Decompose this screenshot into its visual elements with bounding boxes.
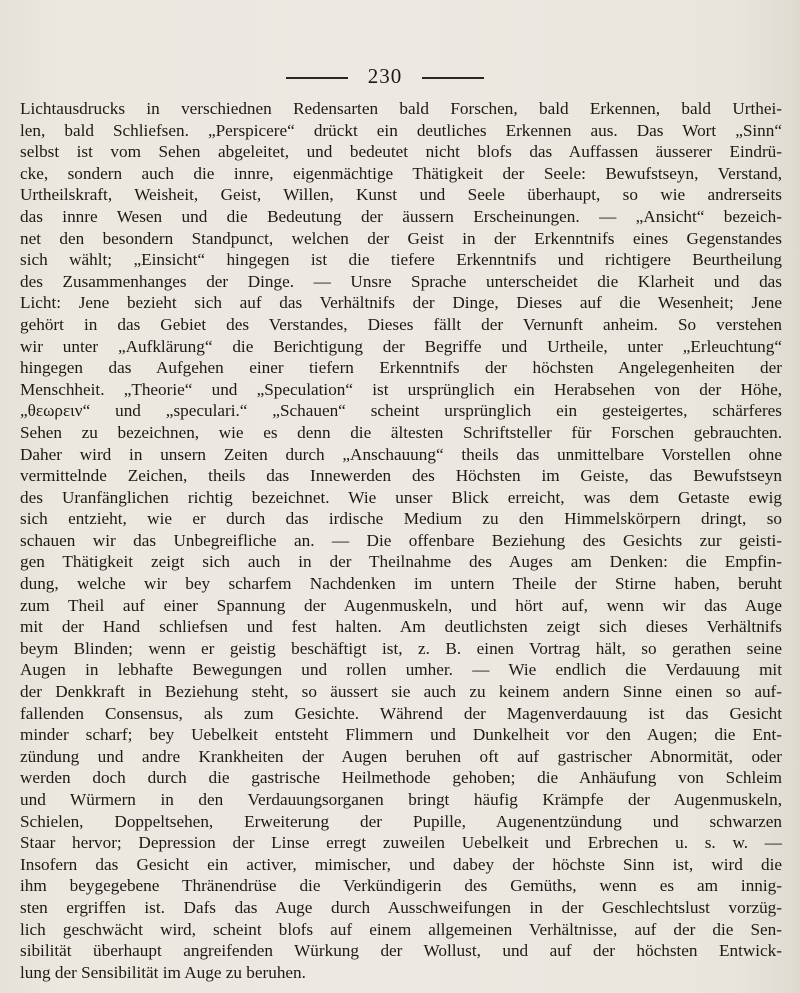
text-line: der Denkkraft in Beziehung steht, so äussert sie auch zu keinem andern Sinne einen so auf- [20,682,782,702]
text-line: Menschheit. „Theorie“ und „Speculation“ ist ursprünglich ein Herabsehen von der Höhe, [20,379,782,399]
page-number: 230 [367,64,403,88]
text-line: sibilität überhaupt angreifenden Würkung der Wollust, und auf der höchsten Entwick- [20,941,782,961]
text-line: dung, welche wir bey scharfem Nachdenken im untern Theile der Stirne haben, beruht [20,574,782,594]
text-line: des Uranfänglichen richtig bezeichnet. Wie unser Blick erreicht, was dem Getaste ewig [20,487,782,507]
text-line: sich wählt; „Einsicht“ hingegen ist die tiefere Erkenntnifs und richtigere Beurtheilung [20,250,782,270]
text-line: gehört in das Gebiet des Verstandes, Dieses fällt der Vernunft anheim. So verstehen [20,314,782,334]
text-line: Sehen zu bezeichnen, wie es denn die ältesten Schriftsteller für Forschen gebrauchten. [20,422,782,442]
text-line: und Würmern in den Verdauungsorganen bringt häufig Krämpfe der Augenmuskeln, [20,790,782,809]
text-line: Insofern das Gesicht ein activer, mimischer, und dabey der höchste Sinn ist, wird die [20,854,782,874]
text-line: beym Blinden; wenn er geistig beschäftigt ist, z. B. einen Vortrag hält, so gerathen seine [20,638,782,658]
text-line: des Zusammenhanges der Dinge. — Unsre Sprache unterscheidet die Klarheit und das [20,271,782,291]
text-line: mit der Hand schliefsen und fest halten. Am deutlichsten zeigt sich dieses Verhältnifs [20,617,782,637]
text-line: len, bald Schliefsen. „Perspicere“ drückt ein deutliches Erkennen aus. Das Wort „Sinn“ [20,120,782,140]
text-line: schauen wir das Unbegreifliche an. — Die offenbare Beziehung des Gesichts zur geisti- [20,530,782,550]
text-line: sich entzieht, wie er durch das irdische Medium zu den Himmelskörpern dringt, so [20,509,782,529]
text-line: wir unter „Aufklärung“ die Berichtigung der Begriffe und Urtheile, unter „Erleuchtung“ [20,336,782,356]
text-line: zum Theil auf einer Spannung der Augenmuskeln, und hört auf, wenn wir das Auge [20,595,782,615]
text-line: sten ergriffen ist. Dafs das Auge durch Ausschweifungen in der Geschlechtslust vorzüg- [20,897,782,917]
header-rule-left [286,77,348,79]
text-line: Augen in lebhafte Bewegungen und rollen umher. — Wie endlich die Verdauung mit [20,660,782,680]
body-text [20,98,782,983]
text-line: Urtheilskraft, Weisheit, Geist, Willen, Kunst und Seele überhaupt, so wie andrerseits [20,185,782,205]
text-line: ihm beygegebene Thränendrüse die Verkündigerin des Gemüths, wenn es am innig- [20,876,782,896]
header-rule-right [422,77,484,79]
text-line: Licht: Jene bezieht sich auf das Verhältnifs der Dinge, Dieses auf die Wesenheit; Jene [20,293,782,313]
text-line: vermittelnde Zeichen, theils das Innewerden des Höchsten im Geiste, das Bewufstseyn [20,466,782,486]
text-line: zündung und andre Krankheiten der Augen beruhen oft auf gastrischer Abnormität, oder [20,746,782,766]
text-line: minder scharf; bey Uebelkeit entsteht Flimmern und Dunkelheit vor den Augen; die Ent- [20,725,782,745]
text-line: gen Thätigkeit zeigt sich auch in der Theilnahme des Auges am Denken: die Empfin- [20,552,782,572]
text-line: das innre Wesen und die Bedeutung der äussern Erscheinungen. — „Ansicht“ bezeich- [20,206,782,226]
text-line: Staar hervor; Depression der Linse erregt zuweilen Uebelkeit und Erbrechen u. s. w. — [20,833,782,853]
text-line: werden doch durch die gastrische Heilmethode gehoben; die Anhäufung von Schleim [20,768,782,788]
text-line: Daher wird in unsern Zeiten durch „Anschauung“ theils das unmittelbare Vorstellen ohne [20,444,782,464]
text-line: Schielen, Doppeltsehen, Erweiterung der Pupille, Augenentzündung und schwarzen [20,811,782,831]
text-line: fallenden Consensus, als zum Gesichte. Während der Magenverdauung ist das Gesicht [20,703,782,723]
text-line: cke, sondern auch die innre, eigenmächtige Thätigkeit der Seele: Bewufstseyn, Verstand, [20,163,782,183]
text-line-final: lung der Sensibilität im Auge zu beruhen. [20,962,306,982]
text-line: lich geschwächt wird, scheint blofs auf einem allgemeinen Verhältnisse, auf der die Sen- [20,919,782,939]
text-line: selbst ist vom Sehen abgeleitet, und bedeutet nicht blofs das Auffassen äusserer Eindrü- [20,142,782,162]
text-line: net den besondern Standpunct, welchen der Geist in der Erkenntnifs eines Gegenstandes [20,228,782,248]
text-line: Lichtausdrucks in verschiednen Redensarten bald Forschen, bald Erkennen, bald Urthei- [20,99,782,118]
text-line: hingegen das Aufgehen einer tiefern Erkenntnifs der höchsten Angelegenheiten der [20,358,782,378]
page-header [0,64,800,92]
text-line: „θεωρειν“ und „speculari.“ „Schauen“ scheint ursprünglich ein gesteigertes, schärferes [20,401,782,421]
